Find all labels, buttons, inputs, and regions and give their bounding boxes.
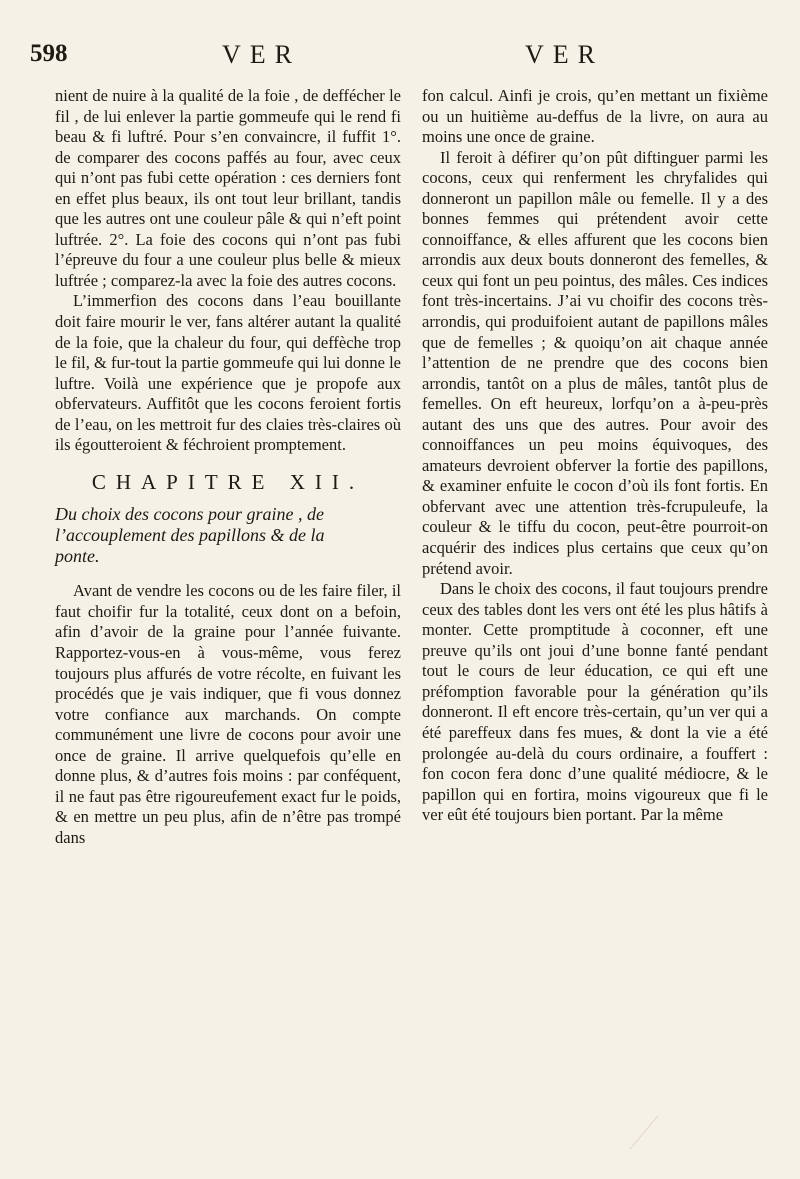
- subtitle-line-1: Du choix des cocons pour graine , de: [55, 504, 324, 525]
- chapter-heading: CHAPITRE XII.: [91, 469, 365, 494]
- chapter-subtitle: [55, 504, 401, 567]
- page-number: 598: [30, 40, 68, 67]
- running-header: [30, 40, 770, 74]
- left-paragraph-2: L’immerfion des cocons dans l’eau bouillante doit faire mourir le ver, fans altérer autant la qualité de la foie, que la chaleur du four, qui deffèche trop le fil, & fur-tout la partie gommeufe qui lui donne le luftre. Voilà une expérience que je propofe aux obfervateurs. Auffitôt que les cocons feroient fortis de l’eau, on les mettroit fur des claies très-claires où ils égoutteroient & féchroient promptement.: [55, 291, 401, 455]
- left-column: [55, 86, 401, 849]
- subtitle-line-3: ponte.: [55, 546, 100, 567]
- left-paragraph-3: Avant de vendre les cocons ou de les faire filer, il faut choifir fur la totalité, ceux dont on a befoin, afin d’avoir de la graine pour l’année fuivante. Rapportez-vous-en à vous-même, vous ferez toujours plus affurés de votre récolte, en fuivant les procédés que je vais indiquer, que fi vous donnez votre confiance aux marchands. On compte communément une livre de cocons pour avoir une once de graine. Il arrive quelquefois qu’elle en donne plus, & d’autres fois moins : par conféquent, il ne faut pas être rigoureufement exact fur le poids, & en mettre un peu plus, afin de n’être pas trompé dans: [55, 581, 401, 847]
- subtitle-line-2: l’accouplement des papillons & de la: [55, 525, 325, 546]
- right-paragraph-2: Il feroit à défirer qu’on pût diftinguer parmi les cocons, ceux qui renferment les chryfalides qui donneront un papillon mâle ou femelle. Il y a des bonnes femmes qui prétendent avoir cette connoiffance, & elles affurent que les cocons bien arrondis aux deux bouts donneront des femelles, & ceux qui font un peu pointus, des mâles. Ces indices font très-incertains. J’ai vu choifir des cocons très-arrondis, qui produifoient autant de papillons mâles que de femelles ; & quoiqu’on ait chaque année l’attention de ne prendre que des cocons bien arrondis, tantôt on a plus de mâles, tantôt plus de femelles. On eft heureux, lorfqu’on a à-peu-près autant des uns que des autres. Pour avoir des connoiffances un peu moins équivoques, des amateurs devroient obferver la fortie des papillons, & examiner enfuite le cocon d’où ils font fortis. En obfervant avec une attention très-fcrupuleufe, la couleur & le tiffu du cocon, peut-être pourroit-on acquérir des indices plus certains que ceux qu’on prétend avoir.: [422, 147, 768, 578]
- right-column: [422, 86, 768, 826]
- left-running-title: VER: [222, 40, 301, 69]
- left-paragraph-1: nient de nuire à la qualité de la foie , de deffécher le fil , de lui enlever la partie gommeufe qui le rend fi beau & fi luftré. Pour s’en convaincre, il fuffit 1°. de comparer des cocons paffés au four, avec ceux qui n’ont pas fubi cette opération : ces derniers font en effet plus beaux, ils ont tout leur brillant, tandis que les autres ont une couleur pâle & qui n’eft point luftrée. 2°. La foie des cocons qui n’ont pas fubi l’épreuve du four a une couleur plus belle & mieux luftrée ; comparez-la avec la foie des autres cocons.: [55, 86, 401, 290]
- paper-mark: [629, 1115, 681, 1169]
- right-running-title: VER: [525, 40, 604, 69]
- right-paragraph-3: Dans le choix des cocons, il faut toujours prendre ceux des tables dont les vers ont été les plus hâtifs à monter. Cette promptitude à coconner, eft une preuve qu’ils ont joui d’une bonne fanté pendant tout le cours de leur éducation, ce qui eft une préfomption favorable pour la génération qu’ils donneront. Il eft encore très-certain, qu’un ver qui a été pareffeux dans fes mues, & dont la vie a été prolongée au-delà du cours ordinaire, a fouffert : fon cocon fera donc d’une qualité médiocre, & le papillon qui en fortira, moins vigoureux que fi le ver eût été toujours bien portant. Par la même: [422, 579, 768, 825]
- right-paragraph-1: fon calcul. Ainfi je crois, qu’en mettant un fixième ou un huitième au-deffus de la livre, on aura au moins une once de graine.: [422, 86, 768, 147]
